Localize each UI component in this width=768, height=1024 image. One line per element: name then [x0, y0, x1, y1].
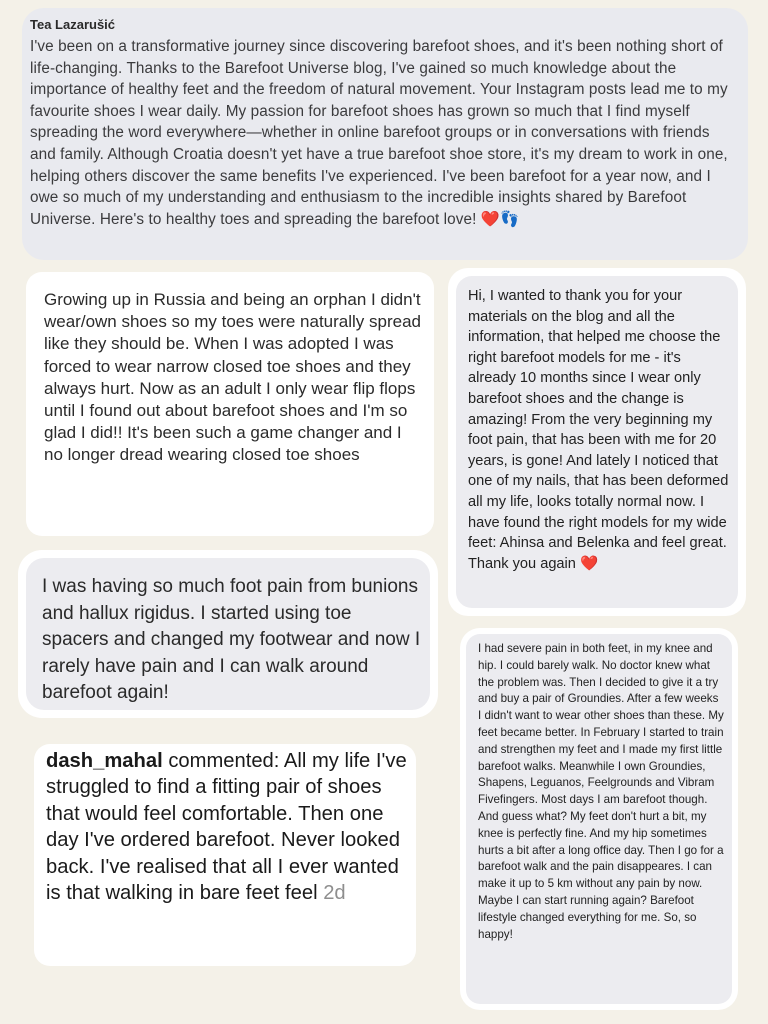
- message-bubble: [466, 634, 732, 1004]
- comment-timestamp[interactable]: 2d: [323, 882, 346, 905]
- message-bubble: [456, 276, 738, 608]
- testimonial-card-bunions: [18, 550, 438, 718]
- comment-text: Hi, I wanted to thank you for your materials on the blog and all the information, that helped me choose the right barefoot models for me - it's already 10 months since I wear only barefoot shoes and the change is amazing! From the very beginning my foot pain, that has been with me for 20 years, is gone! And lately I noticed that one of my nails, that has been deformed all my life, looks totally normal now. I have found the right models for my wide feet: Ahinsa and Belenka and feel great. Thank you again ❤️: [468, 288, 729, 572]
- comment-text: I've been on a transformative journey since discovering barefoot shoes, and it's been nothing short of life-changing. Thanks to the Barefoot Universe blog, I've gained so much knowledge about the importance of healthy feet and the freedom of natural movement. Your Instagram posts lead me to my favourite shoes I wear daily. My passion for barefoot shoes has grown so much that I find myself spreading the word everywhere—whether in online barefoot groups or in conversations with friends and family. Although Croatia doesn't yet have a true barefoot shoe store, it's my dream to work in one, helping others discover the same benefits I've experienced. I've been barefoot for a year now, and I owe so much of my understanding and enthusiasm to the incredible insights shared by Barefoot Universe. Here's to healthy toes and spreading the barefoot love! ❤️👣: [30, 38, 728, 228]
- heart-footprints-emoji: ❤️👣: [480, 210, 520, 228]
- comment-author[interactable]: Tea Lazarušić: [30, 17, 116, 32]
- message-bubble: [26, 558, 430, 710]
- comment-text: dash_mahal commented: All my life I've struggled to find a fitting pair of shoes that would feel comfortable. Then one day I've ordered barefoot. Never looked back. I've realised that all I ever wanted is that walking in bare feet feel 2d: [46, 750, 407, 905]
- comment-action: commented:: [168, 750, 280, 772]
- comment-text: Growing up in Russia and being an orphan I didn't wear/own shoes so my toes were naturally spread like they should be. When I was adopted I was forced to wear narrow closed toe shoes and they always hurt. Now as an adult I only wear flip flops until I found out about barefoot shoes and I'm so glad I did!! It's been such a game changer and I no longer dread wearing closed toe shoes: [44, 290, 422, 465]
- testimonial-card-tea: [22, 8, 748, 260]
- testimonial-card-thank-you: [448, 268, 746, 616]
- heart-emoji: ❤️: [579, 555, 599, 572]
- testimonial-card-russia: [26, 272, 434, 536]
- comment-username[interactable]: dash_mahal: [46, 750, 163, 772]
- testimonial-card-groundies: [460, 628, 738, 1010]
- testimonial-card-dash-mahal: [34, 744, 416, 966]
- comment-text: I was having so much foot pain from bunions and hallux rigidus. I started using toe spacers and changed my footwear and now I rarely have pain and I can walk around barefoot again!: [42, 576, 421, 703]
- comment-text: I had severe pain in both feet, in my knee and hip. I could barely walk. No doctor knew what the problem was. Then I decided to give it a try and buy a pair of Groundies. After a few weeks I didn't want to wear other shoes than these. My feet became better. In February I started to train and strengthen my feet and I made my first little barefoot walks. Meanwhile I own Groundies, Shapens, Leguanos, Feelgrounds and Vibram Fivefingers. Most days I am barefoot though. And guess what? My feet don't hurt a bit, my knee is perfectly fine. And my hip sometimes hurts a bit after a long office day. Then I go for a barefoot walk and the pain disappeares. I can make it up to 5 km without any pain by now. Maybe I can start running again? Barefoot lifestyle changed everything for me. So, so happy!: [478, 642, 724, 941]
